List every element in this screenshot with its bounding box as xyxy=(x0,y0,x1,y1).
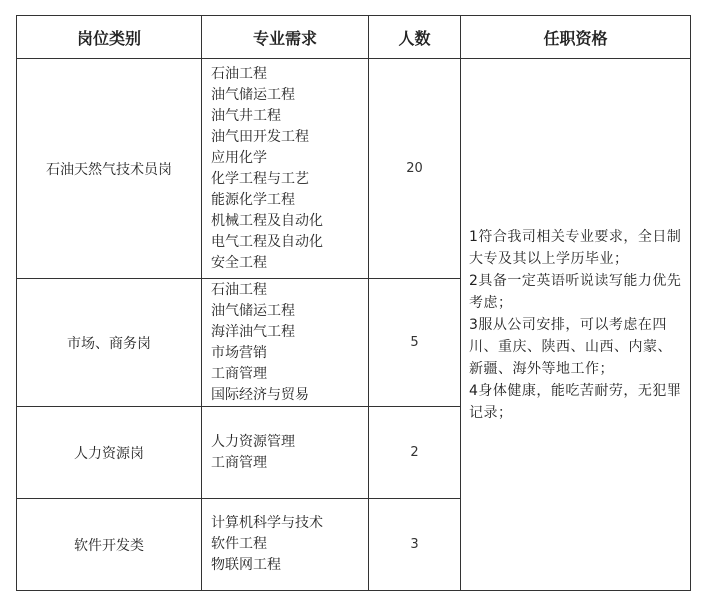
major-item: 电气工程及自动化 xyxy=(211,233,323,250)
major-item: 油气井工程 xyxy=(211,107,281,124)
majors-cell xyxy=(202,59,369,279)
major-item: 机械工程及自动化 xyxy=(211,212,323,229)
majors-list xyxy=(211,280,368,406)
major-item: 油气储运工程 xyxy=(211,86,295,103)
requirement-item: 2具备一定英语听说读写能力优先考虑； xyxy=(469,272,682,311)
count-cell: 3 xyxy=(369,499,461,591)
major-item: 计算机科学与技术 xyxy=(211,515,323,531)
job-requirements-table xyxy=(16,15,691,591)
majors-list xyxy=(211,513,368,576)
table-header-row xyxy=(17,16,691,59)
majors-list xyxy=(211,432,368,474)
major-item: 安全工程 xyxy=(211,254,267,271)
category-cell: 石油天然气技术员岗 xyxy=(17,59,202,279)
major-item: 油气储运工程 xyxy=(211,302,295,319)
major-item: 海洋油气工程 xyxy=(211,323,295,340)
major-item: 石油工程 xyxy=(211,281,267,298)
category-cell: 人力资源岗 xyxy=(17,407,202,499)
requirements-cell xyxy=(461,59,691,591)
header-requirements: 任职资格 xyxy=(461,16,691,59)
major-item: 软件工程 xyxy=(211,536,267,552)
major-item: 物联网工程 xyxy=(211,557,281,573)
major-item: 人力资源管理 xyxy=(211,433,295,450)
major-item: 工商管理 xyxy=(211,365,267,382)
category-cell: 软件开发类 xyxy=(17,499,202,591)
count-cell: 20 xyxy=(369,59,461,279)
major-item: 工商管理 xyxy=(211,454,267,471)
major-item: 应用化学 xyxy=(211,149,267,166)
count-cell: 5 xyxy=(369,279,461,407)
table-row xyxy=(17,59,691,279)
major-item: 石油工程 xyxy=(211,65,267,82)
header-count: 人数 xyxy=(369,16,461,59)
header-category: 岗位类别 xyxy=(17,16,202,59)
major-item: 油气田开发工程 xyxy=(211,128,309,145)
requirement-item: 4身体健康，能吃苦耐劳，无犯罪记录； xyxy=(469,382,682,421)
majors-cell xyxy=(202,499,369,591)
majors-list xyxy=(211,64,368,274)
major-item: 市场营销 xyxy=(211,344,267,361)
major-item: 化学工程与工艺 xyxy=(211,170,309,187)
category-cell: 市场、商务岗 xyxy=(17,279,202,407)
count-cell: 2 xyxy=(369,407,461,499)
requirements-list xyxy=(469,226,684,424)
major-item: 能源化学工程 xyxy=(211,191,295,208)
majors-cell xyxy=(202,279,369,407)
requirement-item: 1符合我司相关专业要求，全日制大专及其以上学历毕业； xyxy=(469,228,682,267)
majors-cell xyxy=(202,407,369,499)
major-item: 国际经济与贸易 xyxy=(211,386,309,403)
requirement-item: 3服从公司安排，可以考虑在四川、重庆、陕西、山西、内蒙、新疆、海外等地工作； xyxy=(469,316,672,377)
header-majors: 专业需求 xyxy=(202,16,369,59)
